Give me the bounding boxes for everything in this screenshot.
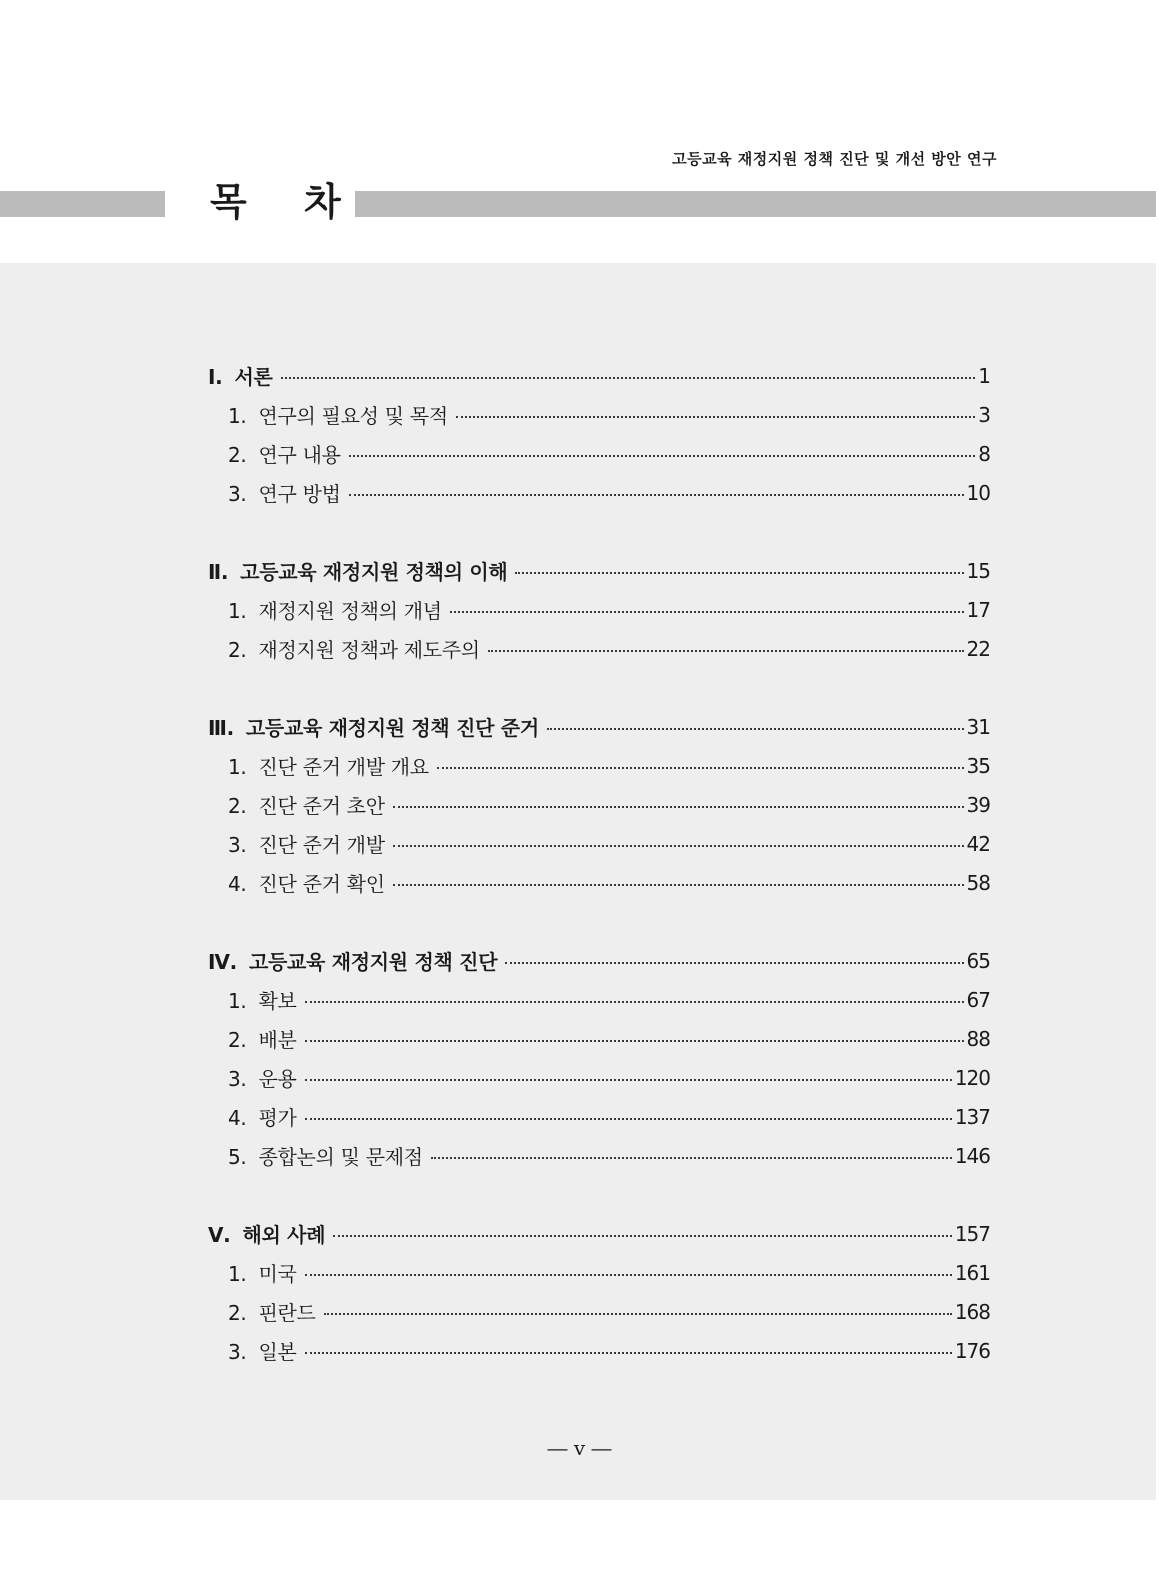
toc-entry-title: 고등교육 재정지원 정책의 이해 xyxy=(240,560,508,584)
dot-leader xyxy=(488,650,964,652)
toc-chapter-entry[interactable] xyxy=(208,1214,990,1253)
toc-section-entry[interactable] xyxy=(208,1097,990,1136)
toc-entry-title: 진단 준거 개발 xyxy=(258,833,385,857)
dot-leader xyxy=(547,728,964,730)
toc-section-entry[interactable] xyxy=(208,824,990,863)
toc-entry-label xyxy=(228,1024,297,1053)
dot-leader xyxy=(305,1079,952,1081)
toc-entry-label xyxy=(228,1141,423,1170)
toc-entry-title: 핀란드 xyxy=(258,1301,316,1325)
toc-entry-number: 4. xyxy=(228,1106,247,1130)
toc-entry-label xyxy=(228,1258,297,1287)
toc-entry-title: 진단 준거 초안 xyxy=(258,794,385,818)
toc-section-entry[interactable] xyxy=(208,1292,990,1331)
toc-entry-label xyxy=(208,946,497,975)
toc-entry-label xyxy=(228,868,385,897)
toc-entry-title: 고등교육 재정지원 정책 진단 xyxy=(248,950,498,974)
toc-entry-label xyxy=(208,712,539,741)
toc-entry-title: 진단 준거 개발 개요 xyxy=(258,755,429,779)
toc-chapter-entry[interactable] xyxy=(208,356,990,395)
toc-entry-page: 120 xyxy=(954,1065,990,1090)
toc-entry-title: 연구의 필요성 및 목적 xyxy=(258,404,448,428)
toc-entry-number: 2. xyxy=(228,1028,247,1052)
dot-leader xyxy=(281,377,976,379)
toc-entry-number: 2. xyxy=(228,638,247,662)
toc-section-entry[interactable] xyxy=(208,785,990,824)
dot-leader xyxy=(393,845,964,847)
toc-entry-page: 88 xyxy=(966,1026,990,1051)
toc-entry-title: 미국 xyxy=(258,1262,297,1286)
dot-leader xyxy=(305,1001,964,1003)
toc-entry-label xyxy=(228,1297,316,1326)
toc-entry-page: 15 xyxy=(966,558,990,583)
toc-section-entry[interactable] xyxy=(208,1331,990,1370)
page-number: ― v ― xyxy=(547,1436,612,1460)
toc-entry-title: 해외 사례 xyxy=(242,1223,326,1247)
toc-entry-number: 3. xyxy=(228,833,247,857)
toc-entry-label xyxy=(228,400,448,429)
dot-leader xyxy=(393,806,964,808)
toc-entry-label xyxy=(208,556,507,585)
toc-entry-page: 161 xyxy=(954,1260,990,1285)
dot-leader xyxy=(349,455,976,457)
toc-entry-title: 재정지원 정책의 개념 xyxy=(258,599,442,623)
toc-entry-label xyxy=(228,790,385,819)
toc-entry-page: 157 xyxy=(954,1221,990,1246)
toc-section-entry[interactable] xyxy=(208,980,990,1019)
toc-section-entry[interactable] xyxy=(208,1058,990,1097)
toc-entry-page: 146 xyxy=(954,1143,990,1168)
toc-entry-label xyxy=(228,1063,297,1092)
dot-leader xyxy=(450,611,964,613)
dot-leader xyxy=(324,1313,952,1315)
toc-entry-title: 운용 xyxy=(258,1067,297,1091)
toc-entry-number: 3. xyxy=(228,1340,247,1364)
toc-entry-page: 65 xyxy=(966,948,990,973)
toc-entry-label xyxy=(228,478,341,507)
toc-entry-number: 1. xyxy=(228,989,247,1013)
toc-section-entry[interactable] xyxy=(208,1136,990,1175)
toc-entry-number: 4. xyxy=(228,872,247,896)
dot-leader xyxy=(437,767,964,769)
toc-entry-label xyxy=(208,361,273,390)
toc-chapter xyxy=(208,356,990,512)
toc-entry-number: 1. xyxy=(228,404,247,428)
toc-section-entry[interactable] xyxy=(208,629,990,668)
dot-leader xyxy=(456,416,975,418)
dot-leader xyxy=(305,1118,952,1120)
table-of-contents xyxy=(208,356,990,1409)
running-head: 고등교육 재정지원 정책 진단 및 개선 방안 연구 xyxy=(672,150,997,168)
toc-entry-label xyxy=(228,1102,297,1131)
toc-entry-number: Ⅰ. xyxy=(208,365,223,389)
toc-entry-number: Ⅳ. xyxy=(208,950,237,974)
dot-leader xyxy=(305,1274,952,1276)
toc-chapter-entry[interactable] xyxy=(208,941,990,980)
toc-entry-page: 22 xyxy=(966,636,990,661)
dot-leader xyxy=(305,1352,952,1354)
toc-entry-title: 평가 xyxy=(258,1106,297,1130)
dot-leader xyxy=(349,494,964,496)
toc-section-entry[interactable] xyxy=(208,434,990,473)
toc-entry-label xyxy=(228,595,442,624)
toc-entry-page: 137 xyxy=(954,1104,990,1129)
toc-entry-title: 재정지원 정책과 제도주의 xyxy=(258,638,480,662)
toc-entry-page: 67 xyxy=(966,987,990,1012)
toc-entry-title: 서론 xyxy=(234,365,273,389)
toc-entry-page: 58 xyxy=(966,870,990,895)
toc-section-entry[interactable] xyxy=(208,395,990,434)
toc-entry-page: 176 xyxy=(954,1338,990,1363)
title-bar-right xyxy=(355,191,1156,217)
dot-leader xyxy=(431,1157,952,1159)
toc-section-entry[interactable] xyxy=(208,473,990,512)
toc-entry-page: 42 xyxy=(966,831,990,856)
title-bar-left xyxy=(0,191,165,217)
toc-entry-number: 2. xyxy=(228,1301,247,1325)
toc-entry-title: 연구 내용 xyxy=(258,443,341,467)
toc-entry-number: 2. xyxy=(228,794,247,818)
dot-leader xyxy=(333,1235,952,1237)
toc-section-entry[interactable] xyxy=(208,590,990,629)
toc-entry-page: 1 xyxy=(978,363,990,388)
toc-entry-number: Ⅴ. xyxy=(208,1223,231,1247)
toc-entry-label xyxy=(228,829,385,858)
toc-section-entry[interactable] xyxy=(208,1253,990,1292)
toc-entry-label xyxy=(228,1336,297,1365)
toc-entry-number: 3. xyxy=(228,1067,247,1091)
toc-entry-title: 배분 xyxy=(258,1028,297,1052)
toc-chapter-entry[interactable] xyxy=(208,707,990,746)
toc-entry-number: 1. xyxy=(228,599,247,623)
toc-entry-label xyxy=(228,985,297,1014)
toc-entry-title: 진단 준거 확인 xyxy=(258,872,385,896)
toc-entry-number: 5. xyxy=(228,1145,247,1169)
toc-entry-page: 10 xyxy=(966,480,990,505)
toc-chapter xyxy=(208,551,990,668)
dot-leader xyxy=(505,962,963,964)
toc-entry-number: 1. xyxy=(228,1262,247,1286)
toc-entry-page: 35 xyxy=(966,753,990,778)
toc-entry-number: 2. xyxy=(228,443,247,467)
toc-entry-label xyxy=(208,1219,325,1248)
toc-entry-page: 39 xyxy=(966,792,990,817)
page-title: 목 차 xyxy=(210,180,363,224)
dot-leader xyxy=(305,1040,964,1042)
toc-entry-number: Ⅲ. xyxy=(208,716,234,740)
toc-entry-label xyxy=(228,439,341,468)
toc-entry-page: 8 xyxy=(978,441,990,466)
toc-section-entry[interactable] xyxy=(208,1019,990,1058)
toc-entry-page: 17 xyxy=(966,597,990,622)
toc-entry-title: 확보 xyxy=(258,989,297,1013)
toc-entry-number: Ⅱ. xyxy=(208,560,229,584)
toc-chapter-entry[interactable] xyxy=(208,551,990,590)
dot-leader xyxy=(515,572,963,574)
toc-entry-number: 1. xyxy=(228,755,247,779)
toc-section-entry[interactable] xyxy=(208,746,990,785)
toc-section-entry[interactable] xyxy=(208,863,990,902)
toc-entry-page: 3 xyxy=(978,402,990,427)
dot-leader xyxy=(393,884,964,886)
toc-chapter xyxy=(208,941,990,1175)
toc-entry-title: 일본 xyxy=(258,1340,297,1364)
toc-entry-number: 3. xyxy=(228,482,247,506)
toc-entry-page: 31 xyxy=(966,714,990,739)
toc-chapter xyxy=(208,1214,990,1370)
toc-entry-page: 168 xyxy=(954,1299,990,1324)
toc-entry-title: 고등교육 재정지원 정책 진단 준거 xyxy=(245,716,539,740)
toc-entry-label xyxy=(228,751,429,780)
toc-chapter xyxy=(208,707,990,902)
toc-entry-title: 연구 방법 xyxy=(258,482,341,506)
toc-entry-title: 종합논의 및 문제점 xyxy=(258,1145,423,1169)
toc-entry-label xyxy=(228,634,480,663)
